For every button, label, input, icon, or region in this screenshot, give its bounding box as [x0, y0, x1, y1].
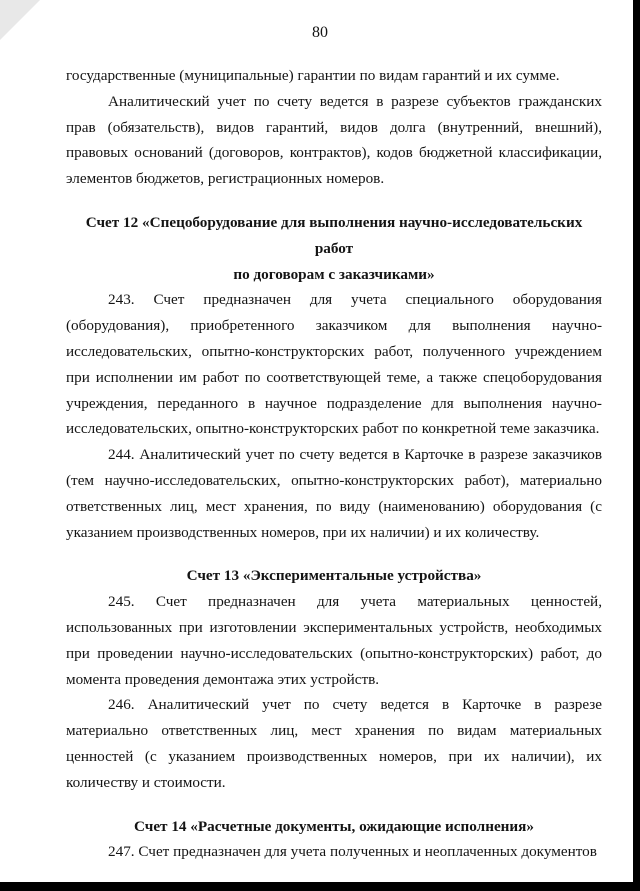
scan-right-edge	[633, 0, 640, 891]
paragraph-244: 244. Аналитический учет по счету ведется в Карточке в разрезе заказчиков (тем научно-исследовательских, опытно-конструкторских работ), материально ответственных лиц, мест хранения, по виду (наименованию) оборудования (с указанием производственных номеров, при их наличии) и их количеству.	[66, 446, 602, 541]
paragraph-243: 243. Счет предназначен для учета специального оборудования (оборудования), приобретенного заказчиком для выполнения научно-исследовательских, опытно-конструкторских работ, полученного учреждением при исполнении им работ по соответствующей теме, а также спецоборудования учреждения, переданного в научное подразделение для выполнения научно-исследовательских, опытно-конструкторских работ по конкретной теме заказчика.	[66, 291, 602, 438]
heading-account-14: Счет 14 «Расчетные документы, ожидающие исполнения»	[133, 817, 534, 835]
spacer	[66, 545, 602, 563]
page-number: 80	[312, 24, 328, 41]
paragraph-analytic-guarantees: Аналитический учет по счету ведется в разрезе субъектов гражданских прав (обязательств), видов гарантий, видов долга (внутренний, внешний), правовых оснований (договоров, контрактов), кодов бюджетной классификации, элементов бюджетов, регистрационных номеров.	[66, 92, 602, 188]
heading-account-13: Счет 13 «Экспериментальные устройства»	[186, 567, 482, 585]
heading-account-12	[66, 210, 602, 287]
spacer	[66, 192, 602, 210]
scan-bottom-edge	[0, 882, 640, 891]
heading-account-12-line1: Счет 12 «Спецоборудование для выполнения научно-исследовательских работ	[85, 213, 583, 257]
document-body	[66, 63, 602, 865]
paragraph-guarantees-end: государственные (муниципальные) гарантии по видам гарантий и их сумме.	[66, 67, 560, 84]
paragraph-246: 246. Аналитический учет по счету ведется в Карточке в разрезе материально ответственных лиц, мест хранения по видам материальных ценностей (с указанием производственных номеров, при их наличии), их количеству и стоимости.	[66, 696, 602, 791]
heading-account-12-line2: по договорам с заказчиками»	[233, 265, 435, 283]
paragraph-247: 247. Счет предназначен для учета полученных и неоплаченных документов	[108, 843, 597, 861]
paragraph-245: 245. Счет предназначен для учета материальных ценностей, использованных при изготовлении экспериментальных устройств, необходимых при проведении научно-исследовательских (опытно-конструкторских) работ, до момента проведения демонтажа этих устройств.	[66, 593, 602, 688]
spacer	[66, 796, 602, 814]
